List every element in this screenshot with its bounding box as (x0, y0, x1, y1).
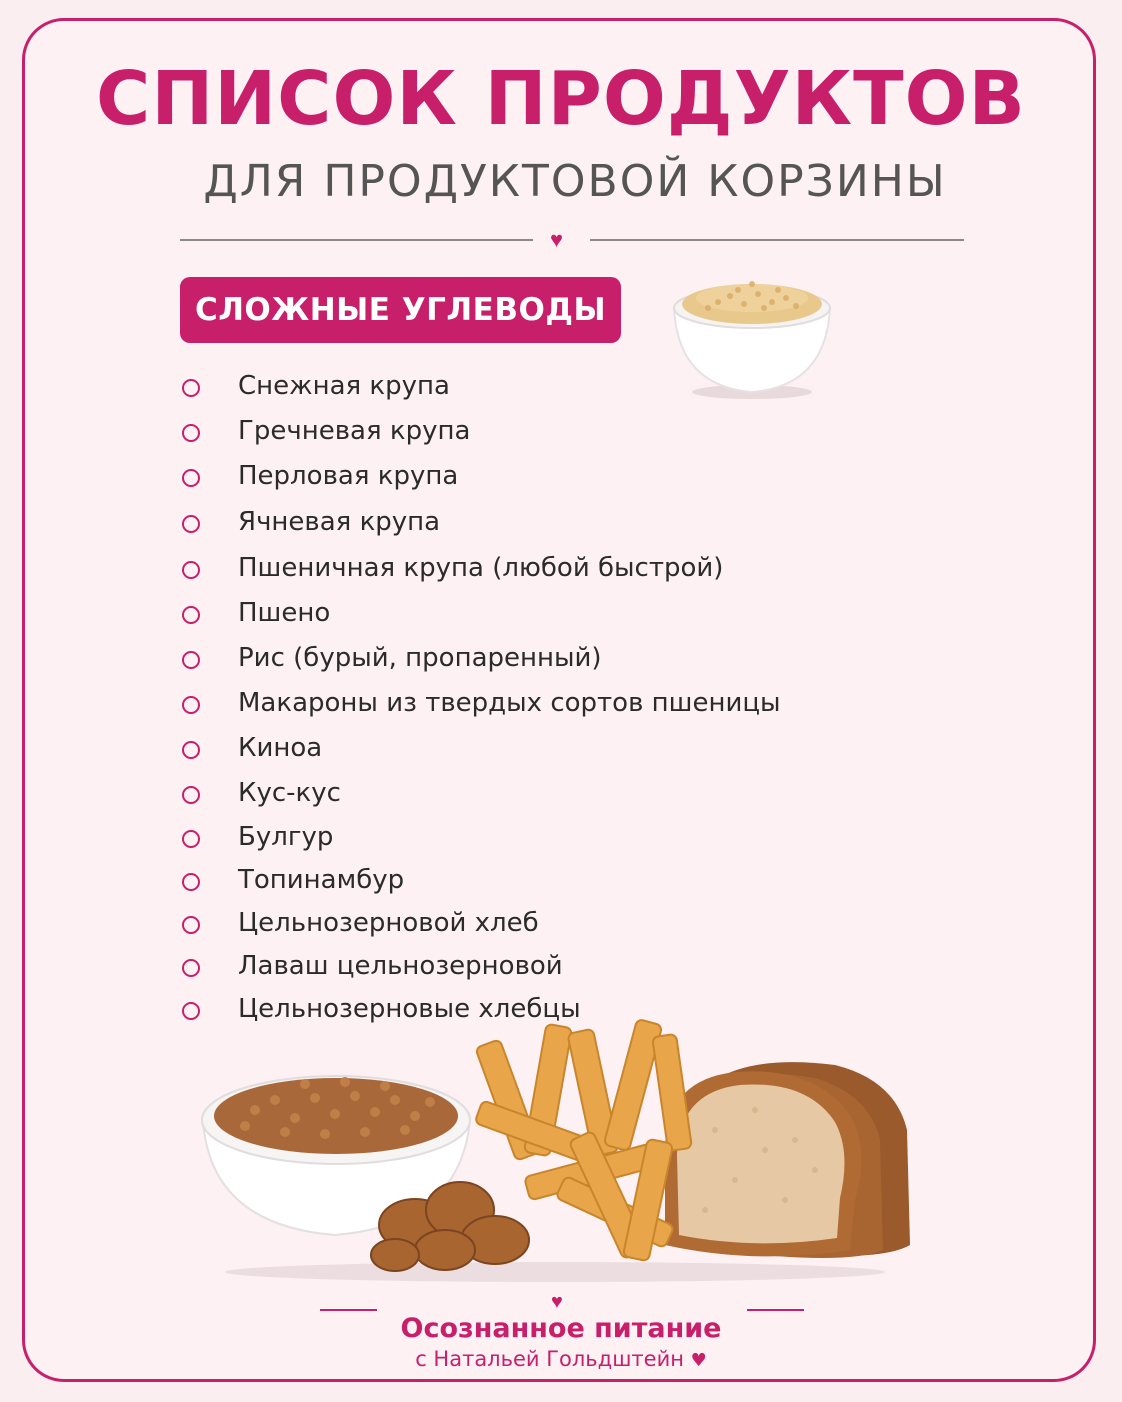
list-item[interactable] (180, 504, 880, 544)
list-item[interactable] (180, 458, 880, 498)
list-item[interactable] (180, 819, 880, 859)
divider-left (180, 239, 533, 241)
item-label: Перловая крупа (238, 461, 459, 491)
section-badge: СЛОЖНЫЕ УГЛЕВОДЫ (180, 277, 621, 343)
checkbox-circle-icon[interactable] (182, 561, 200, 579)
bread-image (665, 1062, 910, 1258)
checkbox-circle-icon[interactable] (182, 515, 200, 533)
item-label: Булгур (238, 822, 334, 852)
list-item[interactable] (180, 905, 880, 945)
item-label: Кус-кус (238, 778, 341, 808)
item-label: Киноа (238, 733, 323, 763)
item-label: Пшеничная крупа (любой быстрой) (238, 553, 724, 583)
list-item[interactable] (180, 775, 880, 815)
list-item[interactable] (180, 862, 880, 902)
footer-subtitle-text: с Натальей Гольдштейн (415, 1347, 684, 1371)
item-label: Гречневая крупа (238, 416, 471, 446)
item-label: Цельнозерновые хлебцы (238, 994, 581, 1024)
checkbox-circle-icon[interactable] (182, 469, 200, 487)
checkbox-circle-icon[interactable] (182, 873, 200, 891)
list-item[interactable] (180, 413, 880, 453)
checkbox-circle-icon[interactable] (182, 741, 200, 759)
checkbox-circle-icon[interactable] (182, 830, 200, 848)
item-label: Рис (бурый, пропаренный) (238, 643, 602, 673)
checkbox-circle-icon[interactable] (182, 379, 200, 397)
item-label: Лаваш цельнозерновой (238, 951, 563, 981)
footer-title: Осознанное питание (400, 1313, 722, 1344)
list-item[interactable] (180, 368, 880, 408)
footer-subtitle (0, 1347, 1122, 1371)
checkbox-circle-icon[interactable] (182, 786, 200, 804)
item-label: Цельнозерновой хлеб (238, 908, 539, 938)
heart-icon: ♥ (690, 1350, 707, 1371)
item-label: Снежная крупа (238, 371, 450, 401)
checkbox-circle-icon[interactable] (182, 916, 200, 934)
item-label: Топинамбур (238, 865, 405, 895)
checkbox-circle-icon[interactable] (182, 696, 200, 714)
item-label: Пшено (238, 598, 331, 628)
list-item[interactable] (180, 550, 880, 590)
list-item[interactable] (180, 685, 880, 725)
heart-icon: ♥ (550, 227, 564, 252)
footer-line-right (747, 1309, 804, 1311)
heart-icon: ♥ (551, 1291, 563, 1313)
list-item[interactable] (180, 595, 880, 635)
page-subtitle: ДЛЯ ПРОДУКТОВОЙ КОРЗИНЫ (203, 156, 947, 207)
page-title: СПИСОК ПРОДУКТОВ (96, 56, 1026, 142)
list-item[interactable] (180, 730, 880, 770)
item-label: Ячневая крупа (238, 507, 441, 537)
checkbox-circle-icon[interactable] (182, 651, 200, 669)
checkbox-circle-icon[interactable] (182, 424, 200, 442)
list-item[interactable] (180, 640, 880, 680)
checkbox-circle-icon[interactable] (182, 959, 200, 977)
list-item[interactable] (180, 948, 880, 988)
divider-right (590, 239, 964, 241)
checkbox-circle-icon[interactable] (182, 606, 200, 624)
item-label: Макароны из твердых сортов пшеницы (238, 688, 781, 718)
footer-line-left (320, 1309, 377, 1311)
food-illustration-image (195, 1010, 925, 1285)
